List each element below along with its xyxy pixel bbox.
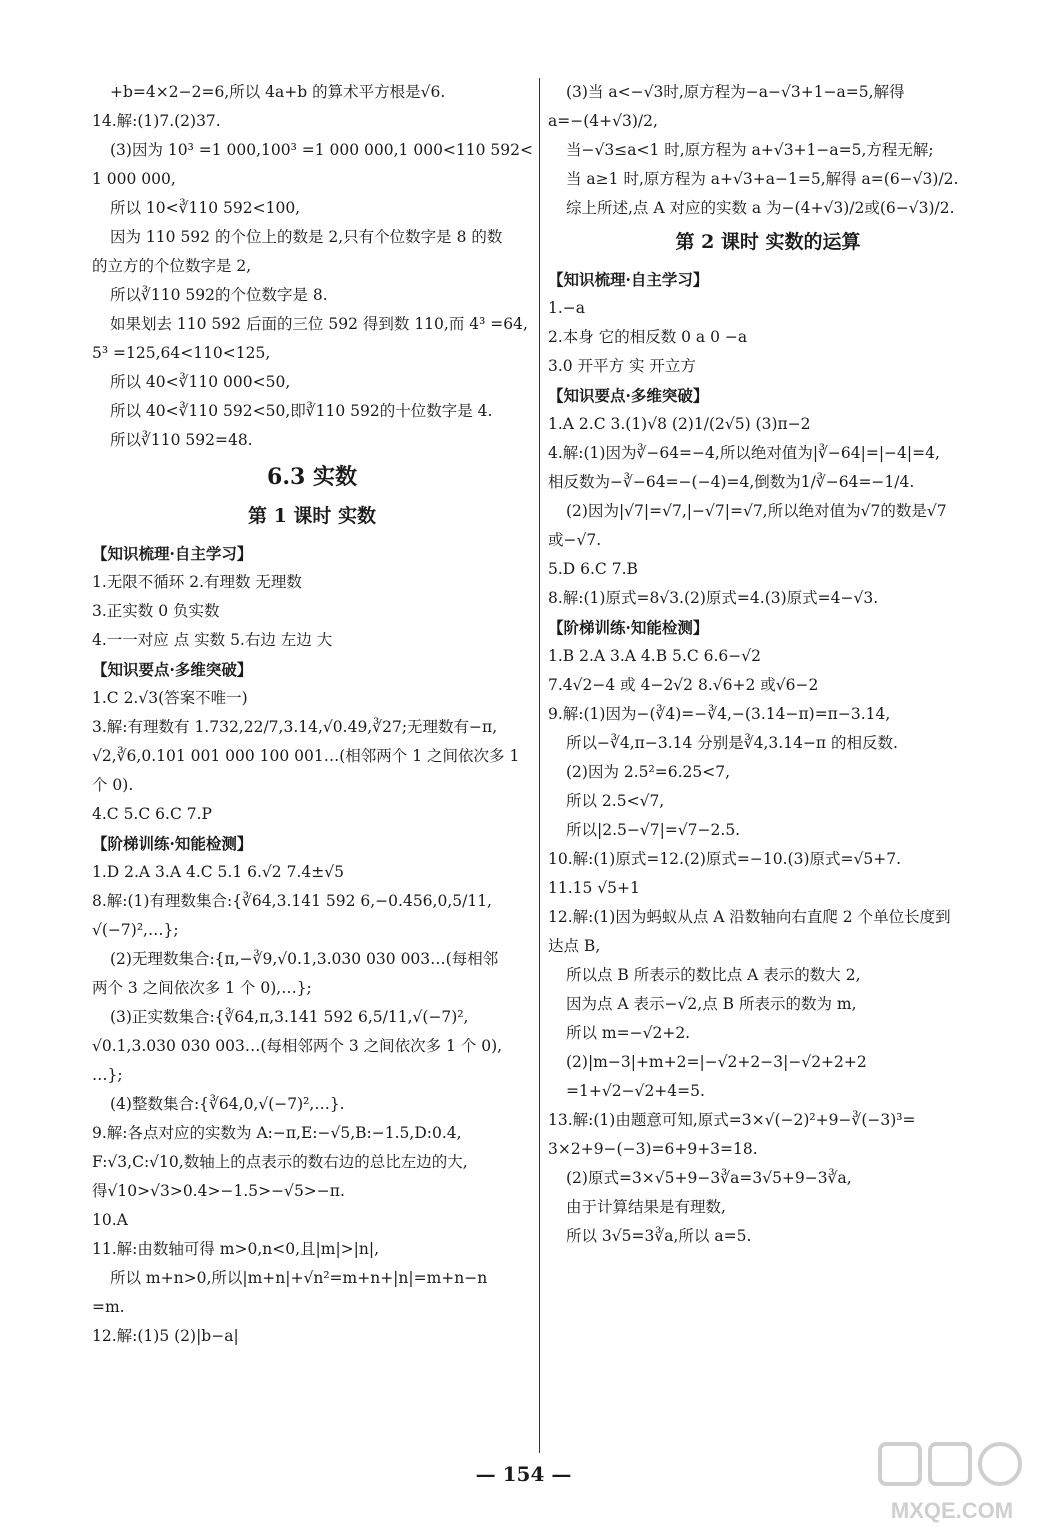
text-line: 10.A bbox=[92, 1211, 128, 1229]
text-line: 所以 40<∛110 592<50,即∛110 592的十位数字是 4. bbox=[110, 402, 493, 420]
text-line: 10.解:(1)原式=12.(2)原式=−10.(3)原式=√5+7. bbox=[548, 850, 902, 868]
text-line: 所以|2.5−√7|=√7−2.5. bbox=[566, 821, 741, 839]
section-heading: 【阶梯训练·知能检测】 bbox=[548, 618, 709, 637]
text-line: 1 000 000, bbox=[92, 170, 176, 188]
text-line: √(−7)²,…}; bbox=[92, 921, 179, 939]
text-line: (2)原式=3×√5+9−3∛a=3√5+9−3∛a, bbox=[566, 1169, 852, 1187]
section-title: 6.3 实数 bbox=[267, 464, 357, 490]
text-line: (3)因为 10³ =1 000,100³ =1 000 000,1 000<110 592< bbox=[110, 141, 534, 159]
text-line: 1.B 2.A 3.A 4.B 5.C 6.6−√2 bbox=[548, 647, 761, 665]
text-line: 因为点 A 表示−√2,点 B 所表示的数为 m, bbox=[566, 995, 857, 1013]
text-line: 11.15 √5+1 bbox=[548, 879, 640, 897]
text-line: 9.解:(1)因为−(∛4)=−∛4,−(3.14−π)=π−3.14, bbox=[548, 705, 891, 723]
text-line: 相反数为−∛−64=−(−4)=4,倒数为1/∛−64=−1/4. bbox=[548, 473, 915, 491]
text-line: 3.0 开平方 实 开立方 bbox=[548, 357, 696, 375]
text-line: F:√3,C:√10,数轴上的点表示的数右边的总比左边的大, bbox=[92, 1153, 468, 1171]
section-heading: 【知识要点·多维突破】 bbox=[548, 386, 709, 405]
watermark-text: MXQE.COM bbox=[890, 1498, 1014, 1523]
text-line: 5³ =125,64<110<125, bbox=[92, 344, 271, 362]
text-line: 所以 10<∛110 592<100, bbox=[110, 199, 301, 217]
text-line: √2,∛6,0.101 001 000 100 001…(相邻两个 1 之间依次多 1 bbox=[92, 747, 520, 765]
text-line: (2)无理数集合:{π,−∛9,√0.1,3.030 030 003…(每相邻 bbox=[110, 950, 499, 968]
text-line: 两个 3 之间依次多 1 个 0),…}; bbox=[92, 979, 312, 997]
text-line: =m. bbox=[92, 1298, 125, 1316]
text-line: 由于计算结果是有理数, bbox=[566, 1198, 726, 1216]
text-line: +b=4×2−2=6,所以 4a+b 的算术平方根是√6. bbox=[110, 83, 446, 101]
text-line: 3.正实数 0 负实数 bbox=[92, 602, 220, 620]
text-line: 1.−a bbox=[548, 299, 586, 317]
text-line: =1+√2−√2+4=5. bbox=[566, 1082, 705, 1100]
text-line: 综上所述,点 A 对应的实数 a 为−(4+√3)/2或(6−√3)/2. bbox=[566, 199, 955, 217]
text-line: 1.D 2.A 3.A 4.C 5.1 6.√2 7.4±√5 bbox=[92, 863, 344, 881]
column-divider bbox=[539, 78, 540, 1453]
section-heading: 【知识梳理·自主学习】 bbox=[92, 544, 253, 563]
text-line: 5.D 6.C 7.B bbox=[548, 560, 638, 578]
text-line: 7.4√2−4 或 4−2√2 8.√6+2 或√6−2 bbox=[548, 676, 819, 694]
text-line: 4.解:(1)因为∛−64=−4,所以绝对值为|∛−64|=|−4|=4, bbox=[548, 444, 940, 462]
watermark-logo bbox=[872, 1440, 1032, 1530]
text-line: 9.解:各点对应的实数为 A:−π,E:−√5,B:−1.5,D:0.4, bbox=[92, 1124, 462, 1142]
section-heading: 【知识要点·多维突破】 bbox=[92, 660, 253, 679]
text-line: 14.解:(1)7.(2)37. bbox=[92, 112, 221, 130]
text-line: 如果划去 110 592 后面的三位 592 得到数 110,而 4³ =64, bbox=[110, 315, 528, 333]
text-line: (2)因为|√7|=√7,|−√7|=√7,所以绝对值为√7的数是√7 bbox=[566, 502, 947, 520]
text-line: (2)因为 2.5²=6.25<7, bbox=[566, 763, 731, 781]
text-line: 所以 m+n>0,所以|m+n|+√n²=m+n+|n|=m+n−n bbox=[110, 1269, 488, 1287]
text-line: 1.C 2.√3(答案不唯一) bbox=[92, 689, 248, 707]
text-line: 当 a≥1 时,原方程为 a+√3+a−1=5,解得 a=(6−√3)/2. bbox=[566, 170, 959, 188]
text-line: 1.A 2.C 3.(1)√8 (2)1/(2√5) (3)π−2 bbox=[548, 415, 811, 433]
text-line: 13.解:(1)由题意可知,原式=3×√(−2)²+9−∛(−3)³= bbox=[548, 1111, 916, 1129]
text-line: 3.解:有理数有 1.732,22/7,3.14,√0.49,∛27;无理数有−π, bbox=[92, 718, 498, 736]
text-line: 4.一一对应 点 实数 5.右边 左边 大 bbox=[92, 631, 333, 649]
text-line: (2)|m−3|+m+2=|−√2+2−3|−√2+2+2 bbox=[566, 1053, 867, 1071]
text-line: 1.无限不循环 2.有理数 无理数 bbox=[92, 573, 302, 591]
text-line: a=−(4+√3)/2, bbox=[548, 112, 658, 130]
text-line: 得√10>√3>0.4>−1.5>−√5>−π. bbox=[92, 1182, 345, 1200]
text-line: 4.C 5.C 6.C 7.P bbox=[92, 805, 212, 823]
text-line: 11.解:由数轴可得 m>0,n<0,且|m|>|n|, bbox=[92, 1240, 380, 1258]
text-line: 因为 110 592 的个位上的数是 2,只有个位数字是 8 的数 bbox=[110, 228, 503, 246]
text-line: 达点 B, bbox=[548, 937, 601, 955]
text-line: 12.解:(1)因为蚂蚁从点 A 沿数轴向右直爬 2 个单位长度到 bbox=[548, 908, 951, 926]
text-line: 所以 m=−√2+2. bbox=[566, 1024, 691, 1042]
section-heading: 【阶梯训练·知能检测】 bbox=[92, 834, 253, 853]
text-line: 8.解:(1)有理数集合:{∛64,3.141 592 6,−0.456,0,5/11, bbox=[92, 892, 492, 910]
text-line: 所以 3√5=3∛a,所以 a=5. bbox=[566, 1227, 752, 1245]
section-heading: 【知识梳理·自主学习】 bbox=[548, 270, 709, 289]
left-column bbox=[92, 78, 532, 1351]
right-column bbox=[548, 78, 988, 1251]
text-line: (3)正实数集合:{∛64,π,3.141 592 6,5/11,√(−7)², bbox=[110, 1008, 469, 1026]
text-line: √0.1,3.030 030 003…(每相邻两个 3 之间依次多 1 个 0), bbox=[92, 1037, 503, 1055]
text-line: 所以 2.5<√7, bbox=[566, 792, 665, 810]
text-line: 2.本身 它的相反数 0 a 0 −a bbox=[548, 328, 748, 346]
text-line: 3×2+9−(−3)=6+9+3=18. bbox=[548, 1140, 758, 1158]
text-line: 12.解:(1)5 (2)|b−a| bbox=[92, 1327, 239, 1345]
text-line: (4)整数集合:{∛64,0,√(−7)²,…}. bbox=[110, 1095, 345, 1113]
page-number: — 154 — bbox=[475, 1462, 572, 1486]
text-line: 所以 40<∛110 000<50, bbox=[110, 373, 291, 391]
text-line: (3)当 a<−√3时,原方程为−a−√3+1−a=5,解得 bbox=[566, 83, 905, 101]
text-line: 所以∛110 592的个位数字是 8. bbox=[110, 286, 328, 304]
text-line: 所以点 B 所表示的数比点 A 表示的数大 2, bbox=[566, 966, 861, 984]
text-line: 8.解:(1)原式=8√3.(2)原式=4.(3)原式=4−√3. bbox=[548, 589, 879, 607]
text-line: 的立方的个位数字是 2, bbox=[92, 257, 252, 275]
lesson-title: 第 2 课时 实数的运算 bbox=[675, 231, 861, 253]
text-line: 或−√7. bbox=[548, 531, 602, 549]
text-line: 所以−∛4,π−3.14 分别是∛4,3.14−π 的相反数. bbox=[566, 734, 898, 752]
lesson-title: 第 1 课时 实数 bbox=[247, 505, 377, 527]
text-line: 所以∛110 592=48. bbox=[110, 431, 253, 449]
text-line: 个 0). bbox=[92, 776, 134, 794]
text-line: …}; bbox=[92, 1066, 123, 1084]
text-line: 当−√3≤a<1 时,原方程为 a+√3+1−a=5,方程无解; bbox=[566, 141, 934, 159]
